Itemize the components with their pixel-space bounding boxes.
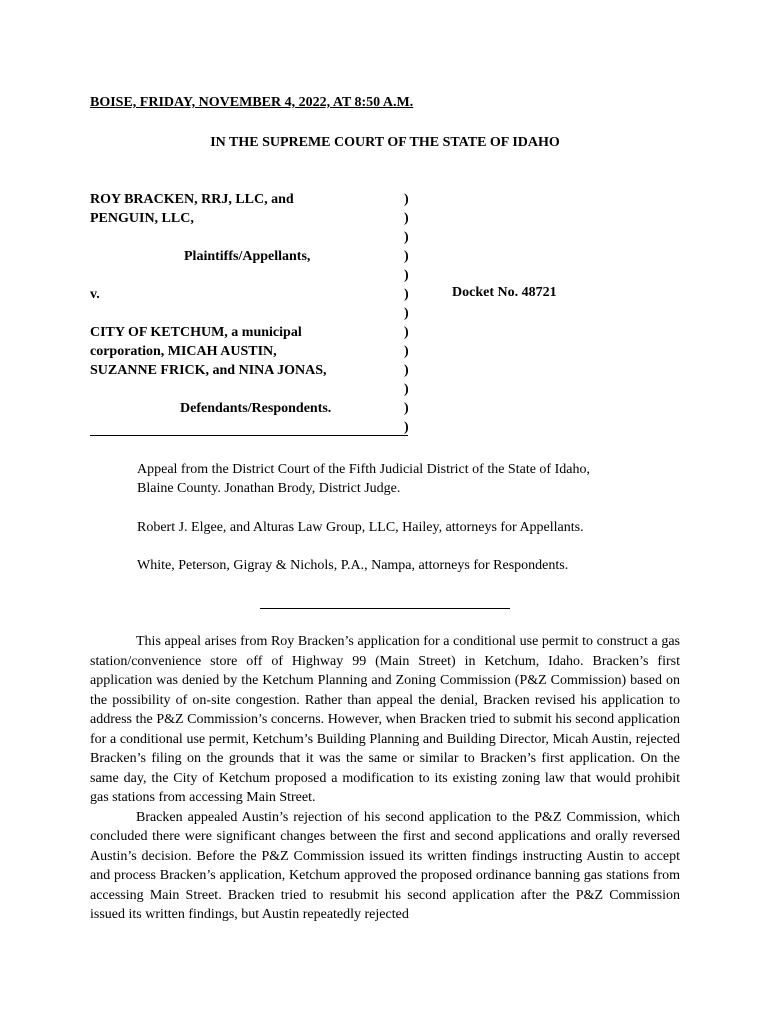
paren: ) [404,325,409,340]
paren: ) [404,401,409,416]
defendants-line-2: corporation, MICAH AUSTIN, [90,344,277,359]
paren: ) [404,382,409,397]
paren: ) [404,192,409,207]
paren: ) [404,211,409,226]
paren: ) [404,287,409,302]
plaintiffs-line-1: ROY BRACKEN, RRJ, LLC, and [90,192,294,207]
versus: v. [90,287,100,302]
paren: ) [404,230,409,245]
paren: ) [404,420,409,435]
plaintiffs-role: Plaintiffs/Appellants, [184,249,311,264]
caption-parentheses [404,190,409,437]
paren: ) [404,249,409,264]
paren: ) [404,268,409,283]
paren: ) [404,363,409,378]
appeal-from [137,460,677,498]
opinion-body [90,632,680,925]
defendants-line-1: CITY OF KETCHUM, a municipal [90,325,302,340]
dateline: BOISE, FRIDAY, NOVEMBER 4, 2022, AT 8:50 A.M. [90,95,414,110]
plaintiffs-line-2: PENGUIN, LLC, [90,211,194,226]
appellants-counsel: Robert J. Elgee, and Alturas Law Group, LLC, Hailey, attorneys for Appellants. [137,520,584,535]
body-paragraph-2: Bracken appealed Austin’s rejection of his second application to the P&Z Commission, which concluded there were significant changes between the first and second applications and orally reversed Austin’s decision. Before the P&Z Commission issued its written findings instructing Austin to accept and process Bracken’s application, Ketchum approved the proposed ordinance banning gas stations from accessing Main Street. Bracken tried to resubmit his second application after the P&Z Commission issued its written findings, but Austin repeatedly rejected [90,809,680,922]
appeal-from-line-1: Appeal from the District Court of the Fifth Judicial District of the State of Idaho, [137,462,590,477]
respondents-counsel: White, Peterson, Gigray & Nichols, P.A., Nampa, attorneys for Respondents. [137,558,569,573]
defendants-line-3: SUZANNE FRICK, and NINA JONAS, [90,363,327,378]
appeal-from-line-2: Blaine County. Jonathan Brody, District Judge. [137,481,401,496]
paren: ) [404,306,409,321]
separator-line [260,608,510,609]
paren: ) [404,344,409,359]
docket-number: Docket No. 48721 [452,285,557,300]
caption-underline [90,435,408,436]
defendants-role: Defendants/Respondents. [180,401,332,416]
body-paragraph-1: This appeal arises from Roy Bracken’s application for a conditional use permit to construct a gas station/convenience store off of Highway 99 (Main Street) in Ketchum, Idaho. Bracken’s first application was denied by the Ketchum Planning and Zoning Commission (P&Z Commission) based on the possibility of on-site congestion. Rather than appeal the denial, Bracken revised his application to address the P&Z Commission’s concerns. However, when Bracken tried to submit his second application for a conditional use permit, Ketchum’s Building Planning and Building Director, Micah Austin, rejected Bracken’s filing on the grounds that it was the same or similar to Bracken’s first application. On the same day, the City of Ketchum proposed a modification to its existing zoning law that would prohibit gas stations from accessing Main Street. [90,634,680,805]
case-caption-parties [90,190,410,418]
court-title: IN THE SUPREME COURT OF THE STATE OF IDAHO [210,135,560,150]
